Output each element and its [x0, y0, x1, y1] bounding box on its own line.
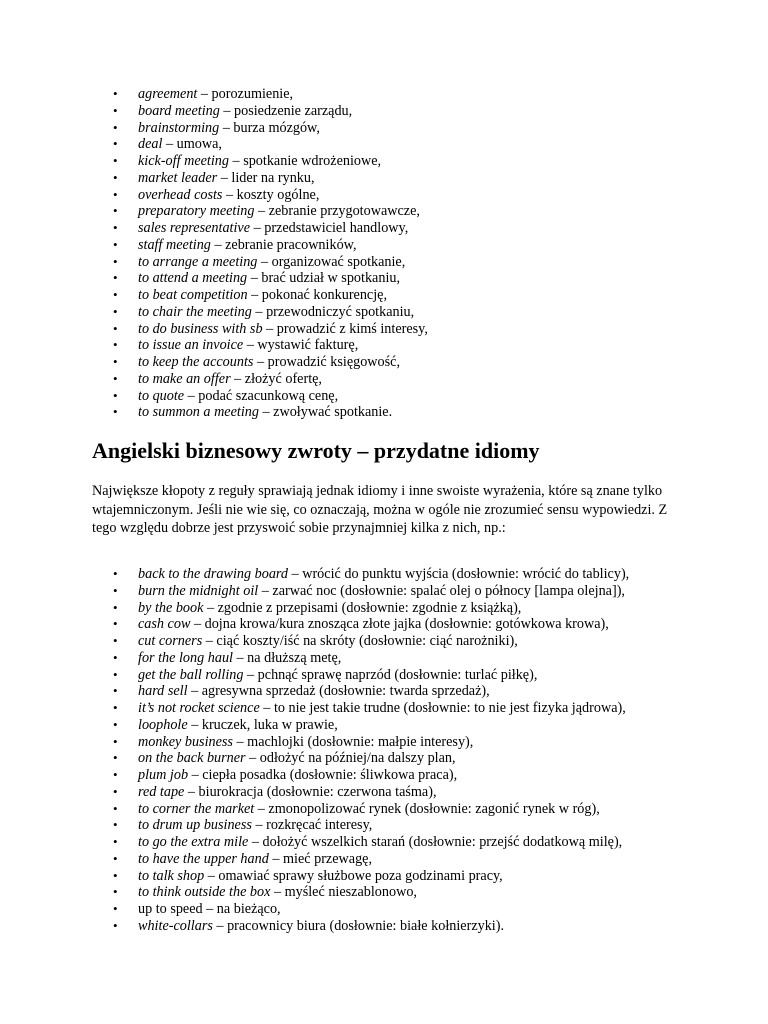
section-intro-paragraph: Największe kłopoty z reguły sprawiają jednak idiomy i inne swoiste wyrażenia, które są znane tylko wtajemniczonym. Jeśli nie wie się, co oznaczają, można w ogóle nie zrozumieć sensu wypowiedzi. Z tego względu dobrze jest przyswoić sobie przynajmniej kilka z nich, np.: [92, 483, 668, 536]
bullet-icon: • [113, 566, 118, 581]
list-item-term: to issue an invoice [138, 337, 244, 354]
list-item-definition: up to speed – na bieżąco, [138, 901, 281, 917]
list-item-term: by the book [138, 599, 204, 616]
list-item [92, 153, 428, 170]
bullet-icon: • [113, 683, 118, 699]
list-item [92, 203, 428, 220]
list-item [92, 337, 428, 354]
list-item [92, 287, 428, 304]
list-item-term: to do business with sb [138, 320, 263, 337]
list-item-term: market leader [138, 169, 218, 186]
list-item-definition: – prowadzić księgowość, [253, 354, 401, 370]
bullet-icon: • [113, 287, 118, 302]
list-item-term: sales representative [138, 220, 251, 236]
bullet-icon: • [113, 867, 118, 883]
list-item-term: back to the drawing board [138, 566, 289, 582]
bullet-icon: • [113, 783, 118, 799]
list-item [92, 86, 428, 103]
list-item [92, 120, 428, 137]
list-item-term: red tape [138, 783, 185, 800]
list-item-definition: – omawiać sprawy służbowe poza godzinami pracy, [204, 867, 503, 884]
list-item-term: brainstorming [138, 119, 220, 136]
list-item-term: loophole [138, 716, 188, 733]
bullet-icon: • [113, 102, 118, 118]
list-item-definition: – biurokracja (dosłownie: czerwona taśma), [184, 783, 437, 800]
list-item-definition: – pracownicy biura (dosłownie: białe kołnierzyki). [212, 917, 505, 934]
list-item-term: to summon a meeting [138, 404, 259, 421]
list-item-definition: – brać udział w spotkaniu, [247, 270, 401, 287]
list-item-definition: – ciąć koszty/iść na skróty (dosłownie: ciąć narożniki), [202, 633, 518, 649]
list-item-definition: – dojna krowa/kura znosząca złote jajka (dosłownie: gotówkowa krowa), [190, 616, 609, 633]
bullet-icon: • [113, 767, 118, 782]
list-item [92, 103, 428, 120]
bullet-icon: • [113, 270, 118, 286]
list-item-term: to chair the meeting [138, 303, 252, 320]
bullet-icon: • [113, 850, 118, 866]
list-item-definition: – wystawić fakturę, [243, 337, 359, 354]
bullet-icon: • [113, 599, 118, 615]
bullet-icon: • [113, 320, 118, 336]
list-item-definition: – porozumienie, [197, 86, 294, 102]
list-item [92, 321, 428, 338]
list-item-definition: – zebranie przygotowawcze, [254, 203, 420, 220]
list-item [92, 304, 428, 321]
list-item-term: to keep the accounts [138, 354, 254, 370]
list-item-definition: – umowa, [162, 136, 222, 153]
list-item-definition: – zebranie pracowników, [210, 236, 357, 253]
section-heading: Angielski biznesowy zwroty – przydatne idiomy [92, 438, 540, 463]
list-item-term: hard sell [138, 683, 188, 700]
list-item-definition: – zmonopolizować rynek (dosłownie: zagonić rynek w róg), [254, 800, 600, 817]
list-item-term: cash cow [138, 616, 191, 633]
list-item [92, 237, 428, 254]
bullet-icon: • [113, 901, 118, 916]
list-item [92, 817, 629, 834]
bullet-icon: • [113, 370, 118, 386]
list-item-definition: – myśleć nieszablonowo, [270, 884, 417, 901]
list-item-term: overhead costs [138, 186, 223, 203]
list-item-term: board meeting [138, 102, 220, 119]
list-item [92, 566, 629, 583]
list-item [92, 388, 428, 405]
list-item-term: to quote [138, 387, 185, 404]
list-item-definition: – złożyć ofertę, [230, 370, 322, 387]
list-item-term: to go the extra mile [138, 834, 249, 850]
list-item [92, 700, 629, 717]
list-item-definition: – zarwać noc (dosłownie: spalać olej o północy [lampa olejna]), [258, 582, 625, 599]
bullet-icon: • [113, 253, 118, 269]
list-item-definition: – kruczek, luka w prawie, [187, 716, 338, 733]
list-item-definition: – przewodniczyć spotkaniu, [251, 303, 415, 320]
bullet-icon: • [113, 119, 118, 135]
list-item-definition: – pokonać konkurencję, [247, 287, 388, 303]
list-item-definition: – podać szacunkową cenę, [184, 387, 339, 404]
list-item-definition: – zgodnie z przepisami (dosłownie: zgodnie z książką), [203, 599, 522, 616]
bullet-icon: • [113, 337, 118, 353]
list-item [92, 683, 629, 700]
list-item-definition: – agresywna sprzedaż (dosłownie: twarda sprzedaż), [187, 683, 490, 700]
bullet-icon: • [113, 86, 118, 101]
bullet-icon: • [113, 303, 118, 319]
list-item [92, 354, 428, 371]
bullet-icon: • [113, 136, 118, 152]
bullet-icon: • [113, 153, 118, 168]
list-item [92, 254, 428, 271]
list-item-term: agreement [138, 86, 198, 102]
list-item-term: plum job [138, 767, 189, 783]
list-item-term: to make an offer [138, 370, 231, 387]
list-item-definition: – przedstawiciel handlowy, [250, 220, 409, 236]
list-item [92, 633, 629, 650]
bullet-icon: • [113, 404, 118, 420]
vocabulary-list [92, 86, 428, 421]
list-item-term: preparatory meeting [138, 203, 255, 220]
list-item-definition: – odłożyć na później/na dalszy plan, [245, 750, 456, 767]
list-item-term: white-collars [138, 917, 213, 934]
list-item-definition: – organizować spotkanie, [257, 253, 406, 270]
bullet-icon: • [113, 800, 118, 816]
list-item-definition: – spotkanie wdrożeniowe, [229, 153, 382, 169]
list-item [92, 270, 428, 287]
bullet-icon: • [113, 616, 118, 632]
list-item [92, 583, 629, 600]
list-item-term: monkey business [138, 733, 233, 750]
list-item-definition: – prowadzić z kimś interesy, [262, 320, 428, 337]
list-item-definition: – koszty ogólne, [222, 186, 320, 203]
bullet-icon: • [113, 169, 118, 185]
list-item-term: on the back burner [138, 750, 246, 767]
list-item-definition: – to nie jest takie trudne (dosłownie: to nie jest fizyka jądrowa), [259, 700, 626, 716]
bullet-icon: • [113, 236, 118, 252]
list-item [92, 187, 428, 204]
list-item [92, 734, 629, 751]
list-item [92, 767, 629, 784]
list-item-term: kick-off meeting [138, 153, 229, 169]
list-item-term: to think outside the box [138, 884, 271, 901]
bullet-icon: • [113, 733, 118, 749]
bullet-icon: • [113, 582, 118, 598]
list-item [92, 170, 428, 187]
bullet-icon: • [113, 817, 118, 833]
list-item [92, 136, 428, 153]
list-item [92, 801, 629, 818]
bullet-icon: • [113, 834, 118, 849]
list-item-definition: – ciepła posadka (dosłownie: śliwkowa praca), [188, 767, 458, 783]
list-item-term: get the ball rolling [138, 666, 244, 683]
list-item [92, 868, 629, 885]
list-item [92, 784, 629, 801]
list-item-definition: – posiedzenie zarządu, [219, 102, 353, 119]
list-item-definition: – pchnąć sprawę naprzód (dosłownie: turlać piłkę), [243, 666, 538, 683]
list-item [92, 834, 629, 851]
list-item-definition: – na dłuższą metę, [232, 649, 342, 666]
list-item-term: to have the upper hand [138, 850, 269, 867]
list-item-term: to arrange a meeting [138, 253, 258, 270]
list-item-definition: – burza mózgów, [219, 119, 320, 136]
bullet-icon: • [113, 633, 118, 648]
list-item [92, 616, 629, 633]
bullet-icon: • [113, 649, 118, 665]
list-item-term: to attend a meeting [138, 270, 248, 287]
bullet-icon: • [113, 186, 118, 202]
bullet-icon: • [113, 387, 118, 403]
list-item [92, 717, 629, 734]
list-item-definition: – lider na rynku, [217, 169, 315, 186]
list-item-term: it’s not rocket science [138, 700, 260, 716]
list-item-term: to drum up business [138, 817, 252, 834]
bullet-icon: • [113, 750, 118, 766]
bullet-icon: • [113, 354, 118, 369]
idioms-list [92, 566, 629, 935]
list-item [92, 750, 629, 767]
list-item [92, 600, 629, 617]
bullet-icon: • [113, 884, 118, 900]
list-item [92, 371, 428, 388]
list-item-definition: – wrócić do punktu wyjścia (dosłownie: wrócić do tablicy), [288, 566, 630, 582]
list-item [92, 220, 428, 237]
list-item-definition: – rozkręcać interesy, [251, 817, 373, 834]
list-item-term: cut corners [138, 633, 203, 649]
bullet-icon: • [113, 203, 118, 219]
list-item [92, 667, 629, 684]
list-item-term: deal [138, 136, 163, 153]
bullet-icon: • [113, 700, 118, 715]
list-item [92, 851, 629, 868]
list-item-term: to talk shop [138, 867, 205, 884]
bullet-icon: • [113, 220, 118, 235]
list-item-definition: – machlojki (dosłownie: małpie interesy), [232, 733, 474, 750]
list-item [92, 901, 629, 918]
list-item-definition: – dołożyć wszelkich starań (dosłownie: przejść dodatkową milę), [248, 834, 623, 850]
list-item [92, 884, 629, 901]
list-item-term: staff meeting [138, 236, 211, 253]
list-item-term: burn the midnight oil [138, 582, 259, 599]
bullet-icon: • [113, 716, 118, 732]
list-item-term: to beat competition [138, 287, 248, 303]
list-item [92, 918, 629, 935]
list-item-definition: – zwoływać spotkanie. [258, 404, 393, 421]
list-item [92, 650, 629, 667]
list-item-definition: – mieć przewagę, [268, 850, 373, 867]
list-item-term: for the long haul [138, 649, 233, 666]
bullet-icon: • [113, 917, 118, 933]
bullet-icon: • [113, 666, 118, 682]
list-item-term: to corner the market [138, 800, 255, 817]
list-item [92, 404, 428, 421]
